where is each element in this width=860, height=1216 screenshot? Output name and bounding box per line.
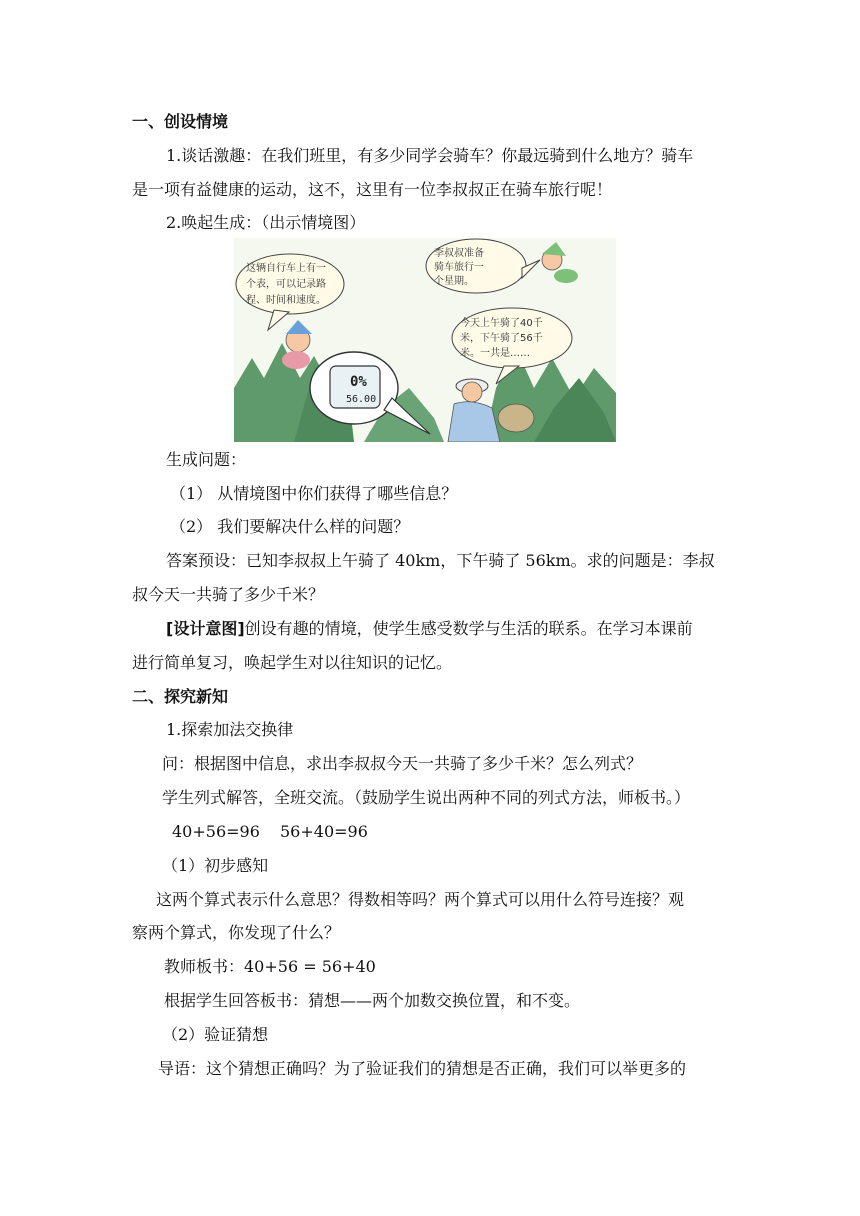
bubble-left-line: 个表，可以记录路	[246, 279, 326, 290]
equation-2: 56+40=96	[280, 822, 368, 841]
bubble-left-line: 这辆自行车上有一	[246, 263, 326, 274]
paragraph: 这两个算式表示什么意思？得数相等吗？两个算式可以用什么符号连接？观	[156, 890, 685, 909]
meter-top-reading: 0%	[350, 374, 367, 390]
paragraph: 是一项有益健康的运动，这不，这里有一位李叔叔正在骑车旅行呢！	[132, 180, 613, 199]
meter-bottom-reading: 56.00	[346, 394, 377, 405]
paragraph: 察两个算式，你发现了什么？	[132, 923, 341, 942]
bubble-left-line: 程、时间和速度。	[246, 295, 326, 306]
subheading: （1）初步感知	[162, 856, 269, 875]
paragraph: 叔今天一共骑了多少千米？	[132, 585, 325, 604]
question-2: （2） 我们要解决什么样的问题？	[170, 517, 410, 536]
design-intent-text: 创设有趣的情境，使学生感受数学与生活的联系。在学习本课前	[244, 619, 693, 638]
bubble-right-line: 今天上午骑了40千	[460, 318, 543, 329]
situation-illustration	[234, 238, 616, 442]
paragraph: 答案预设：已知李叔叔上午骑了 40km，下午骑了 56km。求的问题是：李叔	[166, 551, 715, 570]
paragraph: 1.探索加法交换律	[166, 720, 294, 739]
paragraph: 进行简单复习，唤起学生对以往知识的记忆。	[132, 653, 453, 672]
paragraph: 学生列式解答，全班交流。（鼓励学生说出两种不同的列式方法，师板书。）	[162, 788, 691, 807]
paragraph: 根据学生回答板书：猜想——两个加数交换位置，和不变。	[164, 991, 581, 1010]
paragraph: 1.谈话激趣：在我们班里，有多少同学会骑车？你最远骑到什么地方？骑车	[166, 146, 694, 165]
bubble-right-line: 米，下午骑了56千	[460, 333, 543, 344]
question-1: （1） 从情境图中你们获得了哪些信息？	[170, 484, 458, 503]
paragraph: 教师板书：40+56 = 56+40	[164, 957, 376, 976]
bubble-top-line: 李叔叔准备	[434, 248, 484, 259]
paragraph: 2.唤起生成：（出示情境图）	[166, 213, 366, 232]
section-title-1: 一、创设情境	[132, 112, 229, 131]
bubble-top-line: 个星期。	[434, 276, 474, 287]
bubble-top-line: 骑车旅行一	[434, 262, 484, 273]
design-intent	[166, 618, 693, 640]
subheading: （2）验证猜想	[162, 1025, 269, 1044]
paragraph: 问：根据图中信息，求出李叔叔今天一共骑了多少千米？怎么列式？	[162, 754, 643, 773]
equation-1: 40+56=96	[172, 822, 260, 841]
bubble-right-line: 米。一共是……	[460, 348, 530, 359]
paragraph: 导语：这个猜想正确吗？为了验证我们的猜想是否正确，我们可以举更多的	[158, 1059, 687, 1078]
paragraph: 生成问题：	[166, 450, 247, 469]
section-title-2: 二、探究新知	[132, 687, 229, 706]
design-intent-label: [设计意图]	[166, 619, 245, 638]
